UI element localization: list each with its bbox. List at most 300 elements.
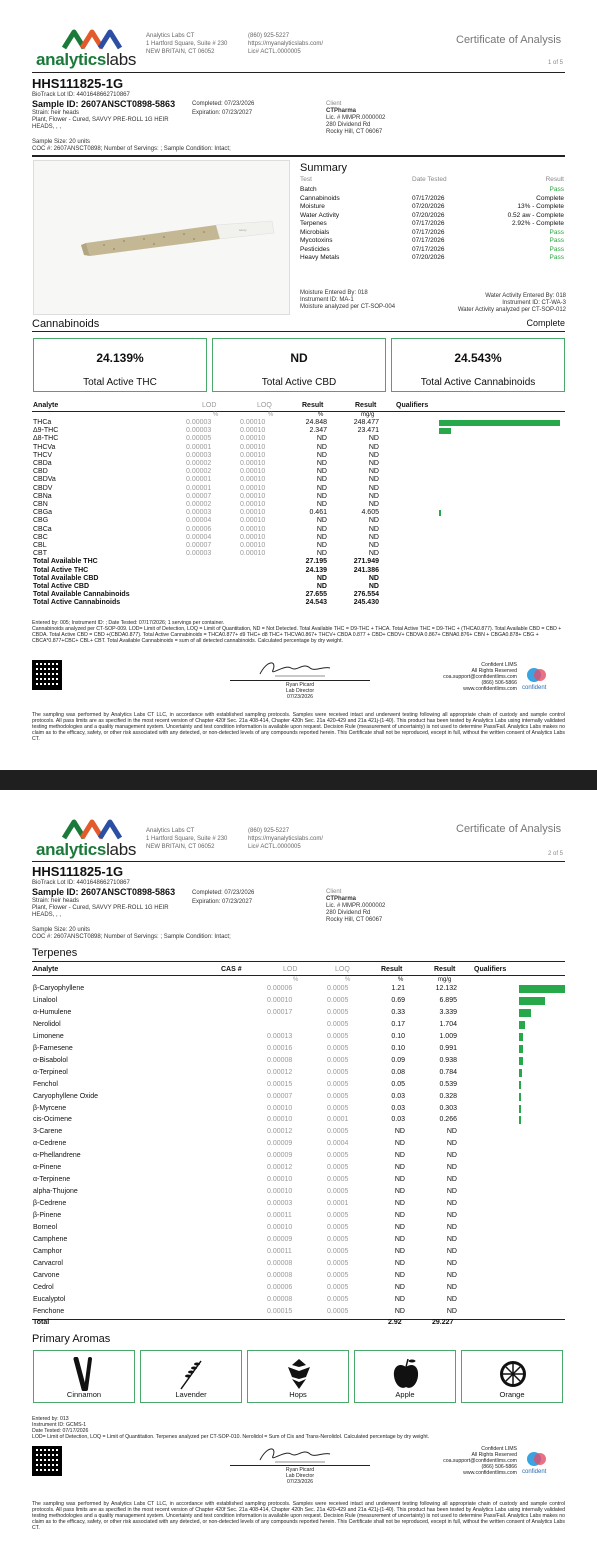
lab-license: Lic# ACTL.0000005 [248, 49, 301, 55]
summary-row [298, 246, 566, 254]
analyte-result-mg: ND [368, 476, 379, 484]
analyte-result-mg: ND [368, 542, 379, 549]
total-pct: ND [316, 583, 327, 590]
analyte-loq: 0.0005 [327, 1020, 349, 1028]
client-block [326, 896, 385, 924]
terpene-note-2: Instrument ID: GCMS-1 [32, 1422, 87, 1428]
cannabinoid-note-2: Cannabinoids analyzed per CT-SOP-009. LOD= Limit of Detection, LOQ = Limit of Quantitation, ND = Not Detected. Total Available THC = D9-THC + THCA. Total Active THC = D9-THC + (THCA0.877). Total Available CBD = CBD + CBDA. Total Active CBD = CBD +(CBDA0.877). Total Active Cannabinoids = THCA0.877+ d9 THC+ d8 THC+ THCVA0.867+ THCV+ CBDA 0.877 + CBD+ CBDV+ CBDVA 0.867+ CBNA0.876+ CBN + CBGA0.878+ CBG + CBCA*0.877+CBC+ CBL+ CBT. Total Available Cannabinoids = sum of all detected cannabinoids. Calculated percentage by dry weight. [32, 626, 562, 644]
qr-code[interactable] [32, 660, 62, 690]
analyte-result-mg: 0.938 [439, 1056, 457, 1064]
analyte-result-pct: ND [394, 1176, 405, 1184]
signature-image [255, 656, 335, 680]
col-cas: CAS # [221, 966, 242, 973]
analyte-lod: 0.00010 [267, 1116, 293, 1124]
analyte-lod: 0.00008 [267, 1056, 293, 1064]
table-row [0, 997, 597, 1006]
analyte-result-mg: ND [446, 1224, 457, 1231]
moisture-sop: Moisture analyzed per CT-SOP-004 [300, 304, 396, 310]
terpene-header [0, 966, 597, 975]
lavender-icon [177, 1357, 207, 1391]
moisture-info [300, 290, 395, 311]
strain: Strain: heir heads [32, 110, 80, 116]
summary-test: Mycotoxins [300, 237, 333, 244]
lab-website[interactable]: https://myanalyticslabs.com/ [248, 41, 324, 47]
col-lod: LOD [283, 966, 298, 973]
total-active-thc-value: 24.139% [96, 351, 144, 365]
lab-phone: (860) 925-5227 [248, 828, 290, 834]
terpene-note-1: Entered by: 013 [32, 1416, 69, 1422]
apple-icon [391, 1357, 421, 1391]
analyte-name: cis-Ocimene [33, 1116, 72, 1124]
analyte-result-pct: ND [316, 550, 327, 558]
analyte-name: β-Myrcene [33, 1104, 67, 1112]
analyte-result-pct: ND [316, 517, 327, 525]
analyte-name: Carvacrol [33, 1259, 63, 1267]
matrix: Plant, Flower - Cured, SAVVY PRE-ROLL 1G HEIR [32, 905, 169, 911]
col-loq: LOQ [257, 402, 272, 409]
analyte-lod: 0.00009 [267, 1152, 293, 1160]
water-activity-info [458, 293, 566, 314]
analyte-loq: 0.00010 [240, 550, 266, 558]
analyte-result-pct: ND [394, 1307, 405, 1315]
table-row [0, 1260, 597, 1269]
total-name: Total Available Cannabinoids [33, 591, 130, 599]
analyte-lod: 0.00001 [186, 476, 212, 484]
summary-date: 07/17/2026 [412, 228, 445, 236]
hops-icon [284, 1357, 314, 1391]
terpene-total-row [0, 1319, 597, 1328]
completed-date: Completed: 07/23/2026 [192, 101, 255, 107]
table-row [0, 1057, 597, 1066]
analyte-loq: 0.0005 [327, 996, 349, 1004]
aroma-label: Cinnamon [66, 1390, 102, 1399]
summary-date: 07/17/2026 [412, 220, 445, 227]
summary-result: Pass [549, 254, 564, 261]
summary-header [298, 176, 566, 184]
analyte-name: CBDVa [33, 476, 56, 484]
analyte-result-pct: 0.461 [309, 509, 327, 517]
table-row [0, 1045, 597, 1054]
qualifier-bar [519, 1116, 521, 1124]
analyte-name: Camphor [33, 1247, 62, 1255]
analyte-loq: 0.0005 [327, 985, 349, 992]
analyte-result-mg: 23.471 [357, 427, 379, 435]
biotrack-lot-id: BioTrack Lot ID: 4401648662710867 [32, 92, 130, 98]
analyte-loq: 0.0001 [327, 1116, 349, 1124]
analyte-result-mg: ND [446, 1188, 457, 1196]
unit-result: % [318, 412, 324, 418]
col-result: Result [381, 966, 403, 973]
summary-col-result: Result [545, 176, 564, 183]
analyte-lod: 0.00011 [267, 1212, 292, 1220]
lab-website[interactable]: https://myanalyticslabs.com/ [248, 836, 324, 842]
lims-name: Confident LIMS [481, 1446, 517, 1452]
analyte-lod: 0.00003 [267, 1200, 293, 1208]
logo-mark-icon [62, 28, 122, 50]
aroma-hops [247, 1350, 349, 1403]
total-row [0, 599, 597, 608]
analyte-result-pct: 0.17 [391, 1020, 405, 1028]
summary-test: Moisture [300, 203, 325, 210]
table-row [0, 1128, 597, 1137]
analyte-result-pct: ND [394, 1200, 405, 1208]
aroma-row [33, 1350, 566, 1403]
total-pct: 27.655 [305, 591, 327, 599]
terpene-total-mg: 29.227 [432, 1319, 454, 1326]
summary-row [298, 195, 566, 203]
analyte-result-mg: ND [368, 468, 379, 476]
table-row [0, 1188, 597, 1197]
analyte-name: CBN [33, 501, 48, 508]
table-row [0, 1105, 597, 1114]
analyte-lod: 0.00010 [267, 1224, 293, 1231]
qualifier-bar [519, 985, 565, 993]
total-active-cbd-card [212, 338, 386, 392]
total-mg: 271.949 [353, 558, 379, 566]
analyte-loq: 0.00010 [240, 435, 266, 443]
table-row [0, 1212, 597, 1221]
lims-block [443, 662, 517, 692]
lims-web[interactable]: www.confidentlims.com [463, 1470, 517, 1476]
qualifier-bar [519, 1045, 523, 1053]
total-active-cannabinoids-card [391, 338, 565, 392]
analyte-result-pct: 0.10 [391, 1032, 405, 1040]
confident-logo-icon [526, 666, 548, 684]
summary-row [298, 186, 566, 194]
summary-col-test: Test [300, 176, 312, 183]
client-license: Lic. # MMPR.0000002 [326, 115, 386, 121]
analyte-name: Borneol [33, 1224, 58, 1231]
qualifier-bar [439, 420, 560, 426]
lims-rights: All Rights Reserved [471, 1452, 517, 1458]
analyte-lod: 0.00003 [186, 509, 212, 517]
table-row [0, 1284, 597, 1293]
analyte-loq: 0.0005 [327, 1092, 349, 1100]
analyte-loq: 0.0004 [327, 1140, 349, 1148]
sample-size: Sample Size: 20 units [32, 927, 91, 933]
terpene-total-label: Total [33, 1319, 50, 1326]
summary-table [298, 176, 566, 266]
summary-date: 07/17/2026 [412, 237, 445, 244]
analyte-loq: 0.00010 [240, 419, 266, 426]
lab-contact [248, 32, 323, 56]
analyte-result-pct: 0.05 [391, 1080, 405, 1088]
analyte-loq: 0.00010 [240, 460, 266, 467]
total-pct: 24.543 [305, 599, 327, 607]
analyte-loq: 0.0005 [327, 1008, 349, 1016]
qualifier-bar [439, 428, 451, 434]
analyte-lod: 0.00004 [186, 533, 212, 541]
analyte-lod: 0.00002 [186, 460, 212, 467]
analyte-result-mg: ND [446, 1235, 457, 1243]
analyte-loq: 0.00010 [240, 468, 266, 476]
qualifier-bar [519, 1093, 521, 1101]
analyte-name: Δ9-THC [33, 427, 59, 435]
summary-result: Pass [549, 237, 564, 244]
analyte-name: Nerolidol [33, 1020, 61, 1028]
analyte-name: Caryophyllene Oxide [33, 1092, 98, 1100]
analyte-lod: 0.00002 [186, 468, 212, 476]
document-title: Certificate of Analysis [456, 823, 562, 835]
analyte-result-mg: ND [368, 492, 379, 500]
analyte-lod: 0.00003 [186, 427, 212, 435]
analyte-result-pct: ND [394, 1271, 405, 1279]
analyte-loq: 0.00010 [240, 476, 266, 484]
col-loq: LOQ [335, 966, 350, 973]
analyte-lod: 0.00006 [186, 525, 212, 533]
analyte-result-pct: 24.848 [305, 419, 327, 426]
analyte-result-mg: ND [446, 1212, 457, 1220]
analyte-result-pct: ND [316, 525, 327, 533]
analyte-name: β-Farnesene [33, 1044, 73, 1052]
analyte-loq: 0.0005 [327, 1056, 349, 1064]
disclaimer: The sampling was performed by Analytics Labs CT LLC, in accordance with established sampling protocols. Samples were received intact and underwent testing following all appropriate chain of custody and sample control protocols. All pass limits are as specified in the most recent version of Chapter 420f Sec. 21a 408-414, Chapter 420h Sec. 21a 420-429 and 21a 421j-(1-40). This product has been tested by Analytics Labs using internally validated testing methodologies and a quality management system. Uncertainty and test condition information is available upon request. Decision Rule (measurement of uncertainty) is not used to determine Pass/Fail. Analytics Labs makes no claim as to the efficacy, safety, or other risk associated with any detected, or non-detected levels of any compounds reported herein. This Certificate shall not be reproduced, except in full, without the written consent of Analytics Labs CT. [32, 712, 565, 742]
analyte-result-pct: ND [394, 1152, 405, 1160]
lims-rights: All Rights Reserved [471, 668, 517, 674]
analyte-result-mg: ND [368, 525, 379, 533]
qualifier-bar [439, 510, 441, 516]
analyte-result-mg: ND [446, 1200, 457, 1208]
analyte-result-pct: ND [394, 1188, 405, 1196]
summary-result: 0.52 aw - Complete [507, 211, 564, 219]
analyte-result-pct: ND [316, 492, 327, 500]
signer-name: Ryan Picard [285, 1467, 315, 1473]
analyte-loq: 0.0005 [327, 1247, 349, 1255]
analyte-loq: 0.0005 [327, 1271, 349, 1279]
lims-email[interactable]: coa.support@confidentlims.com [443, 674, 517, 680]
analyte-result-mg: ND [368, 460, 379, 467]
analyte-name: β-Caryophyllene [33, 985, 85, 992]
analyte-result-mg: ND [368, 443, 379, 451]
analyte-lod: 0.00003 [186, 550, 212, 558]
lims-web[interactable]: www.confidentlims.com [463, 686, 517, 692]
client-name: CTPharma [326, 896, 357, 902]
analyte-name: CBL [33, 542, 47, 549]
analyte-lod: 0.00001 [186, 484, 212, 492]
analyte-result-pct: 0.10 [391, 1044, 405, 1052]
terpene-units [0, 976, 597, 985]
col-lod: LOD [202, 402, 217, 409]
table-row [0, 1308, 597, 1317]
analyte-lod: 0.00003 [186, 419, 212, 426]
analyte-lod: 0.00016 [267, 1044, 293, 1052]
total-pct: 27.195 [305, 558, 327, 566]
analyte-result-pct: 0.09 [391, 1056, 405, 1064]
summary-result: Pass [549, 245, 564, 253]
analyte-result-pct: ND [394, 1128, 405, 1136]
analyte-name: THCa [33, 419, 52, 426]
client-city: Rocky Hill, CT 06067 [326, 917, 383, 923]
total-mg: 276.554 [353, 591, 379, 599]
svg-text:savvy: savvy [239, 228, 247, 232]
summary-row [298, 203, 566, 211]
total-name: Total Active CBD [33, 583, 90, 590]
page-number: 2 of 5 [548, 851, 564, 857]
client-street: 280 Dividend Rd [326, 122, 371, 128]
signer-title: Lab Director [285, 1473, 315, 1479]
analytics-labs-logo [36, 28, 136, 70]
coc-info: COC #: 2607ANSCT0898; Number of Servings: ; Sample Condition: Intact; [32, 934, 231, 940]
analyte-lod: 0.00017 [267, 1008, 293, 1016]
analyte-name: α-Terpinene [33, 1176, 71, 1184]
primary-aromas-title: Primary Aromas [32, 1333, 111, 1345]
analyte-result-pct: ND [394, 1259, 405, 1267]
table-row [0, 1176, 597, 1185]
summary-row [298, 237, 566, 245]
total-active-thc-label: Total Active THC [83, 377, 157, 388]
total-name: Total Active Cannabinoids [33, 599, 121, 607]
total-name: Total Available THC [33, 558, 98, 566]
analyte-result-pct: ND [394, 1295, 405, 1303]
unit-loq: % [345, 977, 351, 983]
analyte-result-mg: 6.895 [439, 996, 457, 1004]
analyte-loq: 0.0005 [327, 1307, 349, 1315]
matrix: Plant, Flower - Cured, SAVVY PRE-ROLL 1G HEIR [32, 117, 169, 123]
analyte-lod: 0.00008 [267, 1295, 293, 1303]
logo-mark-icon [62, 818, 122, 840]
analyte-result-mg: 4.605 [361, 509, 379, 517]
analyte-lod: 0.00012 [267, 1164, 293, 1172]
analyte-lod: 0.00009 [267, 1235, 293, 1243]
analyte-result-mg: ND [368, 484, 379, 492]
client-name: CTPharma [326, 108, 357, 114]
analyte-lod: 0.00004 [186, 517, 212, 525]
client-city: Rocky Hill, CT 06067 [326, 129, 383, 135]
client-label: Client [326, 889, 342, 895]
analyte-result-mg: ND [446, 1152, 457, 1160]
matrix-cont: HEADS, , , [32, 912, 62, 918]
analyte-name: Eucalyptol [33, 1295, 66, 1303]
analyte-lod: 0.00001 [186, 443, 212, 451]
analyte-loq: 0.0005 [327, 1152, 349, 1160]
analyte-lod: 0.00006 [267, 985, 293, 992]
analyte-name: Cedrol [33, 1283, 54, 1291]
table-row [0, 1033, 597, 1042]
analyte-result-pct: ND [316, 542, 327, 549]
analyte-lod: 0.00009 [267, 1140, 293, 1148]
address-line-2: NEW BRITAIN, CT 06052 [146, 49, 215, 55]
qualifier-bar [519, 1105, 521, 1113]
qualifier-bar [519, 1021, 525, 1029]
table-row [0, 1021, 597, 1030]
analyte-loq: 0.0005 [327, 1104, 349, 1112]
table-row [0, 1224, 597, 1233]
analyte-result-mg: 0.539 [439, 1080, 457, 1088]
analyte-result-mg: 0.266 [439, 1116, 457, 1124]
analyte-result-pct: ND [316, 476, 327, 484]
cannabinoid-header [0, 402, 597, 411]
address-line-2: NEW BRITAIN, CT 06052 [146, 844, 215, 850]
analyte-result-mg: 0.784 [439, 1068, 457, 1076]
wa-entered-by: Water Activity Entered By: 018 [485, 293, 566, 299]
coc-info: COC #: 2607ANSCT0898; Number of Servings: ; Sample Condition: Intact; [32, 146, 231, 152]
analyte-result-mg: 12.132 [435, 985, 457, 992]
wa-sop: Water Activity analyzed per CT-SOP-012 [457, 307, 566, 313]
analyte-loq: 0.0005 [327, 1224, 349, 1231]
analyte-result-pct: ND [316, 435, 327, 443]
expiration-date: Expiration: 07/23/2027 [192, 899, 253, 905]
analyte-lod: 0.00010 [267, 1176, 293, 1184]
analyte-lod: 0.00011 [267, 1247, 292, 1255]
aroma-label: Orange [499, 1390, 525, 1399]
analyte-result-mg: ND [446, 1164, 457, 1172]
summary-row [298, 229, 566, 237]
company-name: Analytics Labs CT [146, 828, 195, 834]
confident-logo-icon [526, 1450, 548, 1468]
col-analyte: Analyte [33, 402, 59, 409]
summary-test: Terpenes [300, 220, 327, 227]
analyte-result-mg: ND [368, 517, 379, 525]
summary-col-date: Date Tested [412, 176, 447, 183]
analyte-result-mg: ND [368, 451, 379, 459]
moisture-instrument: Instrument ID: MA-1 [300, 297, 354, 303]
confident-brand: confident [522, 685, 547, 691]
analyte-loq: 0.00010 [240, 443, 266, 451]
analyte-name: β-Cedrene [33, 1200, 67, 1208]
analyte-name: α-Bisabolol [33, 1056, 68, 1064]
coa-page-1 [0, 0, 597, 770]
qualifier-bar [519, 1081, 521, 1089]
address-line-1: 1 Hartford Square, Suite # 230 [146, 836, 228, 842]
analyte-loq: 0.0005 [327, 1044, 349, 1052]
analyte-name: CBDa [33, 460, 52, 467]
lab-contact [248, 827, 323, 851]
wa-instrument: Instrument ID: CT-WA-3 [502, 300, 566, 306]
pre-roll-image [34, 161, 291, 316]
analyte-loq: 0.00010 [240, 484, 266, 492]
unit-loq: % [268, 412, 274, 418]
analyte-result-pct: ND [316, 533, 327, 541]
total-pct: ND [316, 574, 327, 582]
aroma-orange [461, 1350, 563, 1403]
logo-light-text: labs [106, 840, 137, 859]
analyte-name: α-Phellandrene [33, 1152, 81, 1160]
cannabinoids-status: Complete [526, 318, 565, 328]
summary-result: Pass [549, 228, 564, 236]
analyte-result-mg: 0.328 [439, 1092, 457, 1100]
analyte-name: Fenchone [33, 1307, 65, 1315]
aroma-label: Lavender [175, 1390, 207, 1399]
analyte-result-pct: 0.69 [391, 996, 405, 1004]
analyte-loq: 0.0005 [327, 1176, 349, 1184]
analyte-loq: 0.00010 [240, 427, 266, 435]
qr-code[interactable] [32, 1446, 62, 1476]
analyte-result-mg: ND [446, 1140, 457, 1148]
analyte-lod: 0.00007 [186, 542, 212, 549]
summary-date: 07/20/2026 [412, 254, 445, 261]
biotrack-lot-id: BioTrack Lot ID: 4401648662710867 [32, 880, 130, 886]
lims-email[interactable]: coa.support@confidentlims.com [443, 1458, 517, 1464]
signature-image [255, 1442, 335, 1466]
unit-result-mg: mg/g [361, 412, 375, 418]
summary-test: Heavy Metals [300, 254, 340, 261]
col-result: Result [302, 402, 324, 409]
analyte-name: Carvone [33, 1271, 60, 1279]
summary-date: 07/20/2026 [412, 203, 445, 210]
analyte-lod: 0.00003 [186, 451, 212, 459]
unit-result-mg: mg/g [438, 977, 452, 983]
analyte-name: α-Cedrene [33, 1140, 67, 1148]
total-name: Total Active THC [33, 566, 89, 574]
qualifier-bar [519, 1033, 523, 1041]
table-row [0, 1296, 597, 1305]
unit-lod: % [213, 412, 219, 418]
lims-phone: (866) 506-5866 [481, 1464, 517, 1470]
analyte-result-pct: 0.08 [391, 1068, 405, 1076]
analyte-result-pct: ND [316, 484, 327, 492]
analyte-name: THCV [33, 451, 53, 459]
analyte-result-mg: 1.009 [439, 1032, 457, 1040]
